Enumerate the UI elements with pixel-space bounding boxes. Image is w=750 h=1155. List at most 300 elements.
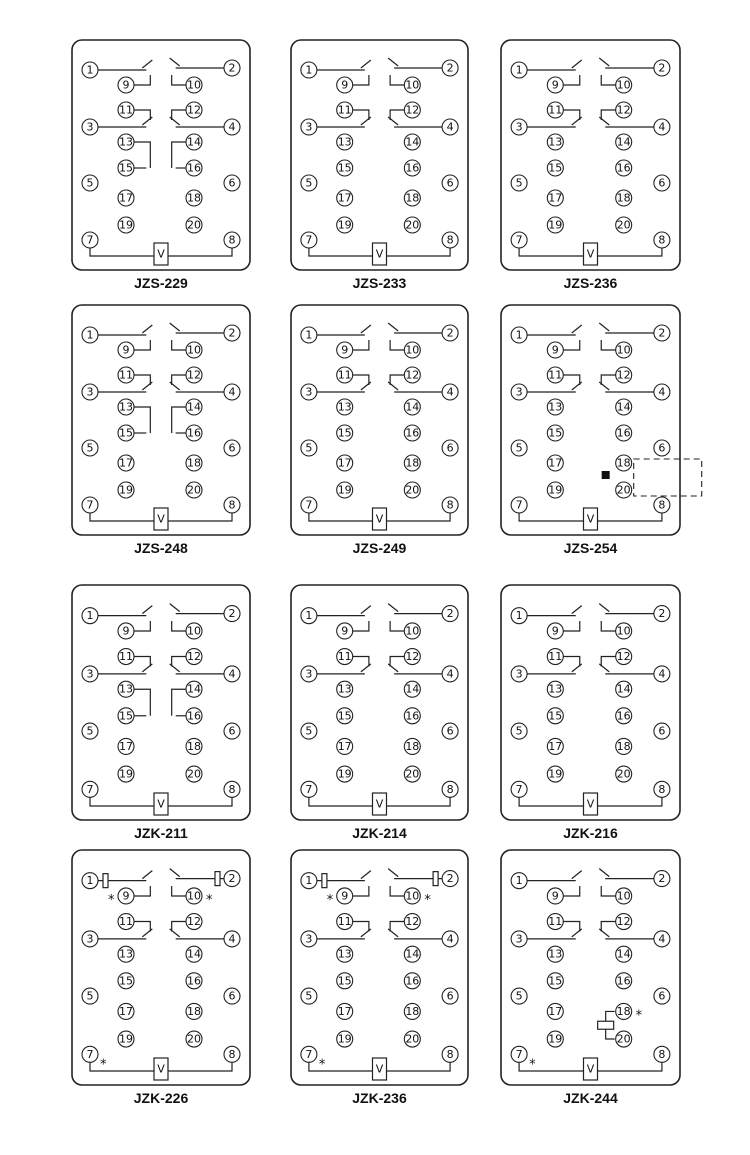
terminal-number: 18 <box>405 739 420 753</box>
panel-frame <box>291 305 468 535</box>
wire <box>563 621 579 631</box>
terminal-number: 4 <box>446 932 454 946</box>
terminal-number: 9 <box>341 624 349 638</box>
terminal-number: 19 <box>337 483 352 497</box>
wire <box>563 375 579 385</box>
terminal-number: 15 <box>337 161 352 175</box>
terminal-number: 10 <box>187 78 201 92</box>
terminal-number: 16 <box>187 161 201 175</box>
terminal-number: 18 <box>616 456 631 470</box>
terminal-number: 3 <box>305 385 313 399</box>
relay-panel <box>291 585 468 841</box>
wire <box>601 657 615 667</box>
terminal-number: 17 <box>548 191 563 205</box>
terminal-number: 9 <box>551 78 559 92</box>
coil-v-label: V <box>157 1062 165 1076</box>
terminal-number: 10 <box>616 78 631 92</box>
relay-model-label: JZK-226 <box>133 1090 189 1106</box>
terminal-number: 8 <box>228 1047 236 1061</box>
wire <box>390 110 404 120</box>
relay-model-label: JZS-248 <box>134 540 188 556</box>
terminal-number: 8 <box>658 1047 666 1061</box>
terminal-number: 1 <box>305 874 313 888</box>
terminal-number: 15 <box>119 426 133 440</box>
terminal-number: 2 <box>228 326 236 340</box>
terminal-number: 18 <box>187 191 201 205</box>
relay-panel <box>72 305 250 556</box>
terminal-number: 5 <box>515 989 523 1003</box>
panel-frame <box>291 585 468 820</box>
wire <box>134 75 150 85</box>
wire <box>172 886 186 896</box>
wire <box>601 621 615 631</box>
terminal-number: 14 <box>616 947 631 961</box>
terminal-number: 12 <box>616 103 631 117</box>
wire <box>599 604 609 612</box>
terminal-number: 12 <box>405 915 420 929</box>
terminal-number: 8 <box>446 233 454 247</box>
terminal-number: 12 <box>616 650 631 664</box>
terminal-number: 2 <box>658 872 666 886</box>
star-mark: * <box>206 892 213 908</box>
wire <box>388 664 398 672</box>
terminal-number: 11 <box>548 650 563 664</box>
terminal-number: 8 <box>658 782 666 796</box>
terminal-number: 19 <box>119 767 133 781</box>
terminal-number: 11 <box>337 650 352 664</box>
wire <box>390 922 404 932</box>
terminal-number: 12 <box>187 915 201 929</box>
terminal-number: 3 <box>515 932 523 946</box>
wire <box>172 142 186 168</box>
coil-v-label: V <box>157 797 165 811</box>
wire <box>134 340 150 350</box>
terminal-number: 13 <box>548 135 563 149</box>
terminal-number: 14 <box>405 400 420 414</box>
terminal-number: 9 <box>551 624 559 638</box>
terminal-number: 14 <box>405 135 420 149</box>
terminal-number: 3 <box>86 120 94 134</box>
terminal-number: 7 <box>86 498 94 512</box>
terminal-number: 9 <box>122 78 130 92</box>
wire <box>170 869 180 877</box>
terminal-number: 2 <box>658 61 666 75</box>
terminal-number: 7 <box>515 1047 523 1061</box>
terminal-number: 4 <box>228 120 236 134</box>
wire <box>353 657 369 667</box>
terminal-number: 9 <box>122 889 130 903</box>
wire <box>172 75 186 85</box>
wire <box>134 689 150 716</box>
terminal-number: 19 <box>337 218 352 232</box>
wire <box>142 325 152 333</box>
wire <box>563 340 579 350</box>
terminal-number: 6 <box>228 441 236 455</box>
resistor-element <box>322 874 327 888</box>
wire <box>599 869 609 877</box>
wire <box>170 323 180 331</box>
terminal-number: 15 <box>337 426 352 440</box>
terminal-number: 16 <box>616 426 631 440</box>
capacitor-element <box>598 1021 614 1029</box>
wire <box>142 664 152 672</box>
terminal-number: 1 <box>86 874 94 888</box>
terminal-number: 4 <box>658 120 666 134</box>
terminal-number: 18 <box>187 739 201 753</box>
wire <box>361 382 371 390</box>
terminal-number: 6 <box>228 176 236 190</box>
wire <box>170 382 180 390</box>
terminal-number: 7 <box>86 782 94 796</box>
terminal-number: 16 <box>187 709 201 723</box>
terminal-number: 5 <box>515 724 523 738</box>
wire <box>361 117 371 125</box>
coil-v-label: V <box>586 247 595 261</box>
terminal-number: 8 <box>446 782 454 796</box>
wire <box>572 664 582 672</box>
terminal-number: 11 <box>548 368 563 382</box>
terminal-number: 12 <box>616 915 631 929</box>
terminal-number: 16 <box>616 161 631 175</box>
wire <box>563 922 579 932</box>
terminal-number: 17 <box>337 456 352 470</box>
terminal-number: 2 <box>658 326 666 340</box>
terminal-number: 1 <box>305 609 313 623</box>
terminal-number: 6 <box>446 724 454 738</box>
terminal-number: 13 <box>337 682 352 696</box>
terminal-number: 8 <box>228 498 236 512</box>
wire <box>601 375 615 385</box>
wire <box>390 621 404 631</box>
terminal-number: 9 <box>551 343 559 357</box>
panel-frame <box>501 850 680 1085</box>
terminal-number: 20 <box>405 218 420 232</box>
terminal-number: 19 <box>548 483 563 497</box>
wire <box>572 117 582 125</box>
terminal-number: 19 <box>119 218 133 232</box>
terminal-number: 5 <box>86 176 94 190</box>
terminal-number: 8 <box>658 498 666 512</box>
wire <box>388 929 398 937</box>
wire <box>172 110 186 120</box>
relay-panel <box>72 40 250 291</box>
terminal-number: 6 <box>228 724 236 738</box>
relay-model-label: JZK-216 <box>563 825 618 841</box>
terminal-number: 20 <box>187 218 201 232</box>
terminal-number: 14 <box>187 400 201 414</box>
terminal-number: 6 <box>228 989 236 1003</box>
terminal-number: 11 <box>548 915 563 929</box>
terminal-number: 12 <box>616 368 631 382</box>
terminal-number: 2 <box>446 326 454 340</box>
terminal-number: 13 <box>548 682 563 696</box>
wire <box>353 375 369 385</box>
terminal-number: 14 <box>187 947 201 961</box>
terminal-number: 13 <box>119 947 133 961</box>
wire <box>572 325 582 333</box>
terminal-number: 20 <box>405 1032 420 1046</box>
wire <box>601 886 615 896</box>
panel-frame <box>291 850 468 1085</box>
terminal-number: 16 <box>405 161 420 175</box>
wire <box>172 689 186 716</box>
terminal-number: 7 <box>305 233 313 247</box>
wire <box>601 110 615 120</box>
terminal-number: 10 <box>616 889 631 903</box>
wire <box>353 922 369 932</box>
terminal-number: 17 <box>548 456 563 470</box>
wire <box>572 929 582 937</box>
terminal-number: 3 <box>515 120 523 134</box>
wire <box>390 657 404 667</box>
terminal-number: 4 <box>658 932 666 946</box>
wire <box>563 886 579 896</box>
terminal-number: 20 <box>616 483 631 497</box>
terminal-number: 8 <box>228 233 236 247</box>
terminal-number: 11 <box>337 368 352 382</box>
terminal-number: 5 <box>86 724 94 738</box>
wire <box>388 58 398 66</box>
relay-model-label: JZS-233 <box>352 275 407 291</box>
terminal-number: 20 <box>405 767 420 781</box>
wire <box>601 922 615 932</box>
terminal-number: 4 <box>446 385 454 399</box>
terminal-number: 13 <box>119 135 133 149</box>
terminal-number: 7 <box>515 233 523 247</box>
terminal-number: 11 <box>337 103 352 117</box>
terminal-number: 3 <box>86 932 94 946</box>
terminal-number: 4 <box>228 932 236 946</box>
panel-frame <box>72 850 250 1085</box>
terminal-number: 3 <box>305 120 313 134</box>
terminal-number: 1 <box>515 63 523 77</box>
wire <box>361 606 371 614</box>
terminal-number: 10 <box>405 624 420 638</box>
relay-model-label: JZS-249 <box>352 540 407 556</box>
panel-frame <box>501 40 680 270</box>
panel-frame <box>72 585 250 820</box>
terminal-number: 19 <box>548 1032 563 1046</box>
wire <box>390 340 404 350</box>
terminal-number: 9 <box>122 343 130 357</box>
terminal-number: 3 <box>86 667 94 681</box>
wire <box>572 382 582 390</box>
terminal-number: 11 <box>119 915 133 929</box>
terminal-number: 1 <box>86 63 94 77</box>
coil-v-label: V <box>375 797 384 811</box>
terminal-number: 1 <box>86 609 94 623</box>
terminal-number: 8 <box>658 233 666 247</box>
terminal-number: 15 <box>548 161 563 175</box>
terminal-number: 7 <box>515 782 523 796</box>
panel-frame <box>291 40 468 270</box>
terminal-number: 6 <box>446 989 454 1003</box>
wire <box>142 929 152 937</box>
terminal-number: 1 <box>86 328 94 342</box>
wire <box>388 323 398 331</box>
panel-frame <box>72 40 250 270</box>
terminal-number: 18 <box>187 1004 201 1018</box>
terminal-number: 3 <box>515 385 523 399</box>
terminal-number: 12 <box>405 368 420 382</box>
wire <box>599 664 609 672</box>
terminal-number: 4 <box>446 667 454 681</box>
terminal-number: 17 <box>337 1004 352 1018</box>
wire <box>172 922 186 932</box>
wire <box>599 929 609 937</box>
wire <box>134 142 150 168</box>
terminal-number: 1 <box>515 874 523 888</box>
wire <box>142 606 152 614</box>
terminal-number: 7 <box>305 498 313 512</box>
wire <box>170 929 180 937</box>
relay-model-label: JZS-254 <box>563 540 618 556</box>
terminal-number: 3 <box>515 667 523 681</box>
terminal-number: 17 <box>337 191 352 205</box>
terminal-number: 1 <box>515 328 523 342</box>
wire <box>353 340 369 350</box>
terminal-number: 5 <box>305 724 313 738</box>
terminal-number: 18 <box>405 456 420 470</box>
coil-v-label: V <box>375 247 384 261</box>
terminal-number: 19 <box>337 1032 352 1046</box>
terminal-number: 15 <box>337 709 352 723</box>
wire <box>390 375 404 385</box>
wire <box>134 657 150 667</box>
terminal-number: 16 <box>187 974 201 988</box>
terminal-number: 13 <box>119 682 133 696</box>
terminal-number: 10 <box>405 78 420 92</box>
wire <box>142 117 152 125</box>
wire <box>599 382 609 390</box>
relay-panel <box>501 305 702 556</box>
wire <box>390 75 404 85</box>
coil-v-label: V <box>586 512 595 526</box>
star-mark: * <box>529 1057 536 1073</box>
wire <box>353 621 369 631</box>
relay-model-label: JZK-236 <box>352 1090 407 1106</box>
terminal-number: 1 <box>515 609 523 623</box>
terminal-number: 16 <box>616 974 631 988</box>
terminal-number: 15 <box>337 974 352 988</box>
wire <box>361 871 371 879</box>
relay-model-label: JZK-214 <box>352 825 407 841</box>
terminal-number: 19 <box>119 1032 133 1046</box>
coil-v-label: V <box>586 1062 595 1076</box>
terminal-number: 10 <box>187 343 201 357</box>
wire <box>134 922 150 932</box>
terminal-number: 20 <box>616 1032 631 1046</box>
star-mark: * <box>318 1057 326 1073</box>
wire <box>388 604 398 612</box>
wire <box>142 382 152 390</box>
resistor-element <box>433 872 438 886</box>
terminal-number: 14 <box>405 947 420 961</box>
terminal-number: 13 <box>548 400 563 414</box>
terminal-number: 5 <box>515 441 523 455</box>
terminal-number: 11 <box>119 103 133 117</box>
terminal-number: 15 <box>119 974 133 988</box>
terminal-number: 5 <box>305 441 313 455</box>
terminal-number: 10 <box>187 624 201 638</box>
coil-v-label: V <box>157 512 165 526</box>
terminal-number: 14 <box>187 682 201 696</box>
wire <box>170 604 180 612</box>
terminal-number: 6 <box>446 441 454 455</box>
wire <box>388 382 398 390</box>
star-mark: * <box>635 1008 643 1024</box>
terminal-number: 12 <box>187 650 201 664</box>
terminal-number: 20 <box>187 1032 201 1046</box>
terminal-number: 12 <box>405 650 420 664</box>
wire <box>172 621 186 631</box>
terminal-number: 10 <box>405 889 420 903</box>
relay-model-label: JZK-211 <box>134 825 188 841</box>
relay-panel <box>291 850 468 1106</box>
terminal-number: 11 <box>119 650 133 664</box>
wire <box>134 886 150 896</box>
terminal-number: 7 <box>515 498 523 512</box>
star-mark: * <box>100 1057 107 1073</box>
terminal-number: 18 <box>616 739 631 753</box>
terminal-number: 4 <box>228 667 236 681</box>
terminal-number: 12 <box>405 103 420 117</box>
wire <box>361 929 371 937</box>
star-mark: * <box>424 892 431 908</box>
wire <box>361 325 371 333</box>
terminal-number: 13 <box>548 947 563 961</box>
terminal-number: 14 <box>616 135 631 149</box>
terminal-number: 13 <box>119 400 133 414</box>
terminal-number: 17 <box>119 191 133 205</box>
terminal-number: 2 <box>446 61 454 75</box>
wire <box>134 407 150 433</box>
terminal-number: 16 <box>405 709 420 723</box>
relay-panel <box>501 40 680 291</box>
terminal-number: 14 <box>616 400 631 414</box>
terminal-number: 2 <box>228 872 236 886</box>
terminal-number: 10 <box>187 889 201 903</box>
terminal-number: 20 <box>187 483 201 497</box>
terminal-number: 2 <box>228 607 236 621</box>
terminal-number: 18 <box>616 191 631 205</box>
terminal-number: 14 <box>405 682 420 696</box>
terminal-number: 15 <box>548 974 563 988</box>
terminal-number: 10 <box>616 624 631 638</box>
terminal-number: 15 <box>548 426 563 440</box>
terminal-number: 1 <box>305 63 313 77</box>
terminal-number: 5 <box>86 441 94 455</box>
terminal-number: 20 <box>187 767 201 781</box>
terminal-number: 14 <box>187 135 201 149</box>
wire <box>172 375 186 385</box>
terminal-number: 16 <box>616 709 631 723</box>
terminal-number: 5 <box>86 989 94 1003</box>
relay-panel <box>501 585 680 841</box>
wire <box>601 75 615 85</box>
wire <box>134 375 150 385</box>
terminal-number: 17 <box>119 1004 133 1018</box>
terminal-number: 5 <box>515 176 523 190</box>
wire <box>361 60 371 68</box>
terminal-number: 8 <box>446 498 454 512</box>
terminal-number: 19 <box>119 483 133 497</box>
coil-v-label: V <box>586 797 595 811</box>
coil-v-label: V <box>375 512 384 526</box>
relay-panel <box>291 305 468 556</box>
terminal-number: 20 <box>616 218 631 232</box>
terminal-number: 9 <box>341 343 349 357</box>
